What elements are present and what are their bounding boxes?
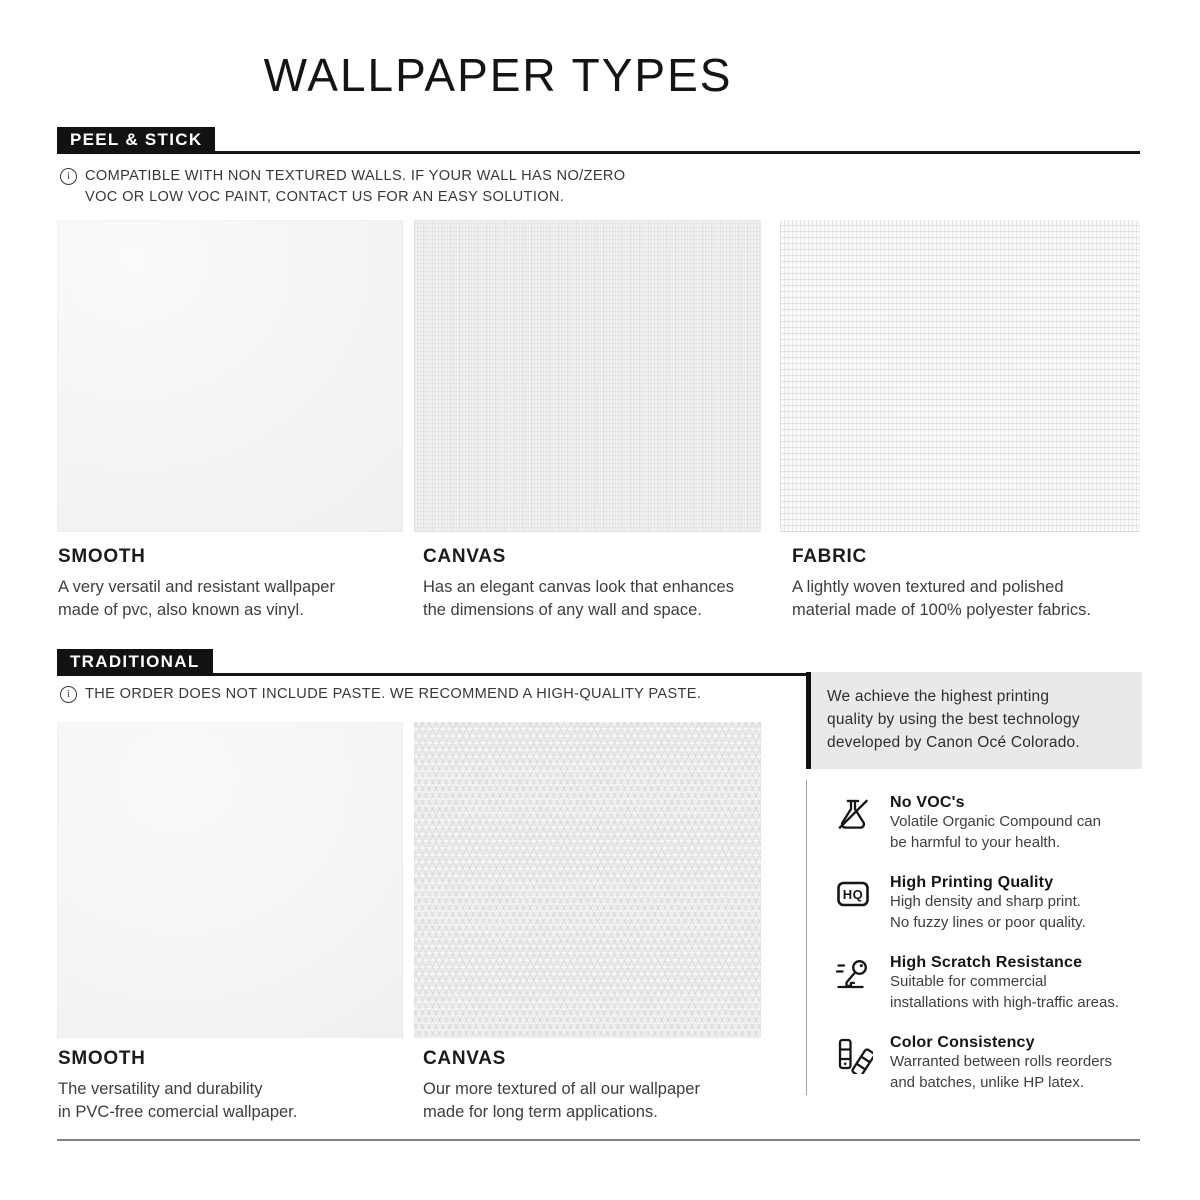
- page-title: WALLPAPER TYPES: [263, 49, 733, 101]
- feature-description: Suitable for commercial installations with high-traffic areas.: [890, 973, 1119, 1011]
- caption-smooth-traditional: [58, 1048, 297, 1124]
- key-scratch-icon: [833, 954, 873, 994]
- info-icon: i: [60, 168, 77, 185]
- info-icon: i: [60, 686, 77, 703]
- swatch-title: CANVAS: [423, 1048, 507, 1069]
- feature-description: Warranted between rolls reorders and batches, unlike HP latex.: [890, 1053, 1113, 1091]
- swatch-title: SMOOTH: [58, 1048, 146, 1069]
- swatch-description: Our more textured of all our wallpaper made for long term applications.: [423, 1080, 700, 1121]
- svg-text:HQ: HQ: [842, 887, 864, 902]
- feature-high-scratch-resistance: [833, 954, 1146, 1013]
- swatch-title: FABRIC: [792, 546, 867, 567]
- swatch-canvas-traditional: [414, 722, 761, 1038]
- swatch-smooth-traditional: [57, 722, 403, 1038]
- caption-canvas-peel-stick: [423, 546, 734, 622]
- caption-fabric-peel-stick: [792, 546, 1091, 622]
- feature-list: [806, 780, 1146, 1095]
- feature-title: Color Consistency: [890, 1034, 1035, 1051]
- swatch-description: The versatility and durability in PVC-free comercial wallpaper.: [58, 1080, 298, 1121]
- swatch-description: A lightly woven textured and polished material made of 100% polyester fabrics.: [792, 578, 1091, 619]
- feature-high-printing-quality: [833, 874, 1146, 933]
- feature-color-consistency: [833, 1034, 1146, 1093]
- caption-smooth-peel-stick: [58, 546, 335, 622]
- feature-title: High Scratch Resistance: [890, 954, 1083, 971]
- swatch-fabric-peel-stick: [780, 220, 1140, 532]
- feature-description: Volatile Organic Compound can be harmful to your health.: [890, 813, 1101, 851]
- section-badge-peel-and-stick: PEEL & STICK: [57, 127, 215, 154]
- feature-title: High Printing Quality: [890, 874, 1054, 891]
- swatch-canvas-peel-stick: [414, 220, 761, 532]
- swatch-smooth-peel-stick: [57, 220, 403, 532]
- no-voc-flask-icon: [833, 794, 873, 834]
- swatch-title: CANVAS: [423, 546, 507, 567]
- swatch-description: A very versatil and resistant wallpaper made of pvc, also known as vinyl.: [58, 578, 335, 619]
- section-badge-traditional: TRADITIONAL: [57, 649, 213, 676]
- feature-no-voc: [833, 794, 1146, 853]
- hq-badge-icon: [833, 874, 873, 914]
- printing-quality-callout: We achieve the highest printing quality by using the best technology developed by Canon Océ Colorado.: [806, 672, 1142, 769]
- feature-description: High density and sharp print. No fuzzy lines or poor quality.: [890, 893, 1086, 931]
- section-divider-line: [57, 151, 1140, 154]
- bottom-divider-line: [57, 1139, 1140, 1141]
- feature-title: No VOC's: [890, 794, 965, 811]
- swatch-description: Has an elegant canvas look that enhances the dimensions of any wall and space.: [423, 578, 734, 619]
- note-text: COMPATIBLE WITH NON TEXTURED WALLS. IF YOUR WALL HAS NO/ZERO VOC OR LOW VOC PAINT, CONTACT US FOR AN EASY SOLUTION.: [85, 168, 626, 205]
- note-text: THE ORDER DOES NOT INCLUDE PASTE. WE RECOMMEND A HIGH-QUALITY PASTE.: [85, 686, 702, 702]
- swatch-title: SMOOTH: [58, 546, 146, 567]
- color-swatch-fan-icon: [833, 1034, 873, 1074]
- caption-canvas-traditional: [423, 1048, 700, 1124]
- peel-stick-note: [60, 166, 626, 208]
- traditional-note: [60, 684, 701, 705]
